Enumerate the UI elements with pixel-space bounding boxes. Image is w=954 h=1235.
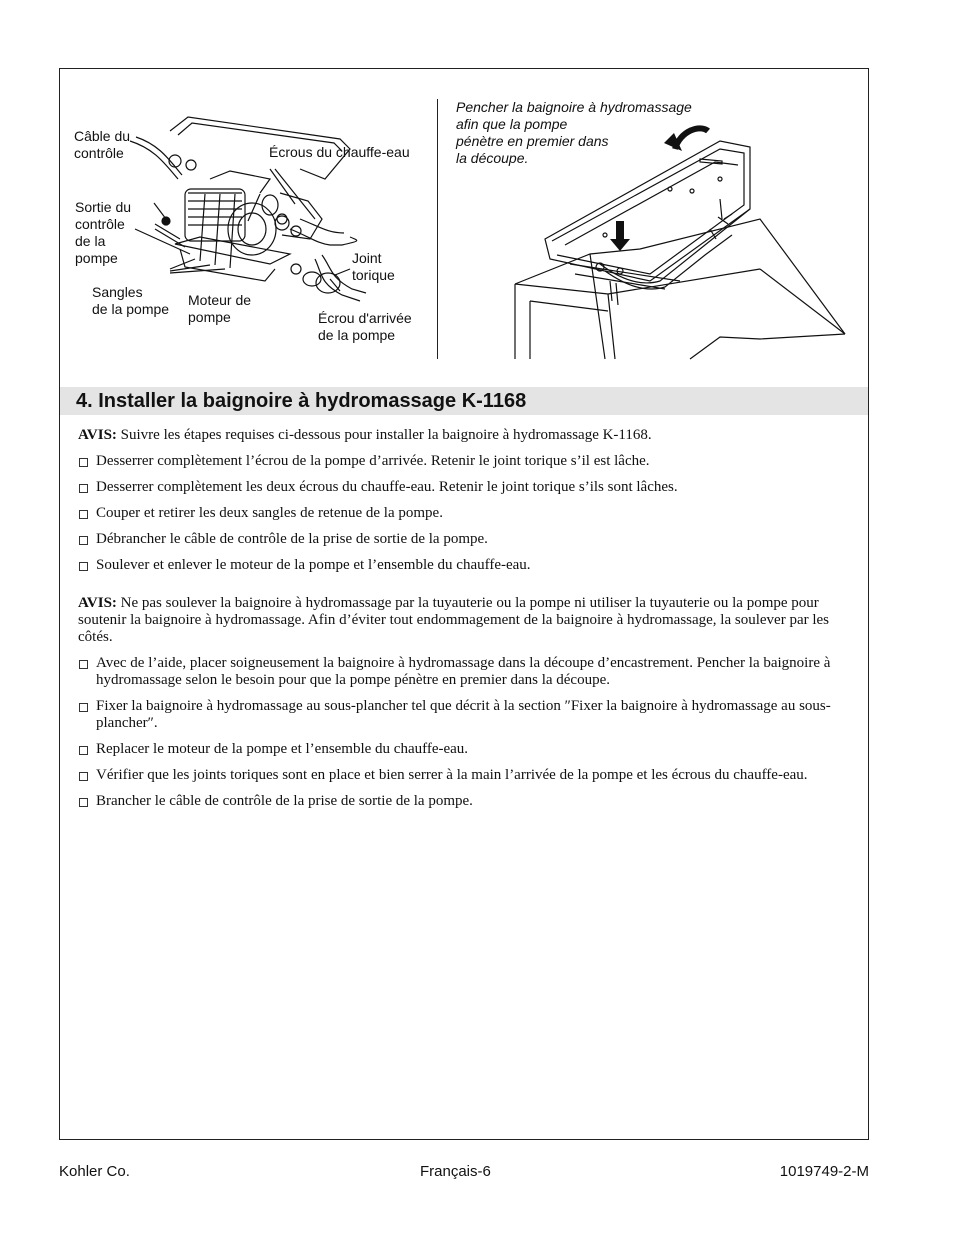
checkbox-icon	[79, 484, 88, 493]
step-text: Débrancher le câble de contrôle de la prise de sortie de la pompe.	[96, 531, 488, 547]
label-heater-nuts: Écrous du chauffe-eau	[269, 144, 410, 160]
footer-page-number: Français-6	[420, 1163, 491, 1180]
checkbox-icon	[79, 703, 88, 712]
step-text: Desserrer complètement l’écrou de la pompe d’arrivée. Retenir le joint torique s’il est lâche.	[96, 453, 650, 469]
step-item	[78, 479, 838, 496]
illustration-area	[60, 69, 868, 387]
label-o-ring: Joint torique	[352, 250, 395, 283]
step-text: Fixer la baignoire à hydromassage au sous-plancher tel que décrit à la section ″Fixer la baignoire à hydromassage au sous-plancher″.	[96, 698, 831, 731]
checkbox-icon	[79, 660, 88, 669]
step-item	[78, 505, 838, 522]
step-text: Desserrer complètement les deux écrous du chauffe-eau. Retenir le joint torique s’ils sont lâches.	[96, 479, 678, 495]
step-item	[78, 741, 838, 758]
label-pump-motor: Moteur de pompe	[188, 292, 252, 325]
notice-2	[78, 595, 838, 646]
page-frame	[59, 68, 869, 1140]
section-title: 4. Installer la baignoire à hydromassage K-1168	[76, 390, 527, 412]
step-item	[78, 531, 838, 548]
step-item	[78, 767, 838, 784]
step-item	[78, 557, 838, 574]
checkbox-icon	[79, 458, 88, 467]
instructions-body	[78, 427, 838, 819]
checkbox-icon	[79, 510, 88, 519]
notice-2-label: AVIS:	[78, 595, 117, 611]
step-item	[78, 698, 838, 732]
checkbox-icon	[79, 772, 88, 781]
step-text: Vérifier que les joints toriques sont en place et bien serrer à la main l’arrivée de la pompe et les écrous du chauffe-eau.	[96, 767, 808, 783]
notice-1-text: Suivre les étapes requises ci-dessous pour installer la baignoire à hydromassage K-1168.	[116, 427, 652, 443]
label-pump-inlet-nut: Écrou d'arrivée de la pompe	[318, 310, 412, 343]
notice-2-text: Ne pas soulever la baignoire à hydromassage par la tuyauterie ou la pompe ni utiliser la tuyauterie ou la pompe pour soutenir la baignoire à hydromassage. Afin d’éviter tout endommagement de la baignoire à hydromassage, la soulever par les côtés.	[78, 595, 830, 645]
checkbox-icon	[79, 536, 88, 545]
step-item	[78, 793, 838, 810]
step-text: Soulever et enlever le moteur de la pompe et l’ensemble du chauffe-eau.	[96, 557, 531, 573]
step-text: Couper et retirer les deux sangles de retenue de la pompe.	[96, 505, 443, 521]
step-item	[78, 655, 838, 689]
label-control-cable: Câble du contrôle	[74, 128, 131, 161]
tilt-caption: Pencher la baignoire à hydromassage afin que la pompe pénètre en premier dans la découpe.	[456, 99, 692, 166]
step-text: Replacer le moteur de la pompe et l’ensemble du chauffe-eau.	[96, 741, 469, 757]
checkbox-icon	[79, 746, 88, 755]
label-pump-straps: Sangles de la pompe	[92, 284, 170, 317]
checkbox-icon	[79, 562, 88, 571]
footer-doc-number: 1019749-2-M	[779, 1163, 869, 1180]
label-pump-control-outlet: Sortie du contrôle de la pompe	[75, 199, 132, 266]
step-text: Brancher le câble de contrôle de la prise de sortie de la pompe.	[96, 793, 473, 809]
notice-1-label: AVIS:	[78, 427, 117, 443]
checkbox-icon	[79, 798, 88, 807]
spacer	[78, 583, 838, 595]
notice-1	[78, 427, 838, 444]
step-item	[78, 453, 838, 470]
footer-company: Kohler Co.	[59, 1163, 130, 1180]
step-text: Avec de l’aide, placer soigneusement la baignoire à hydromassage dans la découpe d’encastrement. Pencher la baignoire à hydromassage selon le besoin pour que la pompe pénètre en premier dans la découpe.	[96, 655, 831, 688]
